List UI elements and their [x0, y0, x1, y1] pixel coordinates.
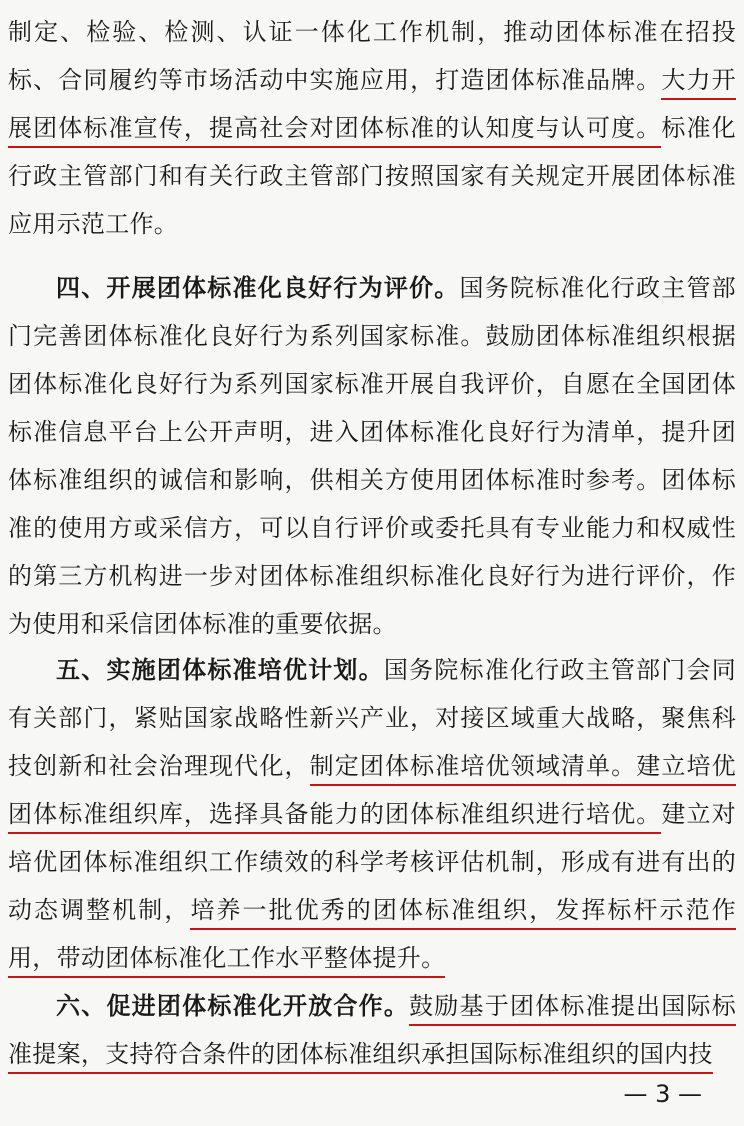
underlined-text: 培养一批优秀的团体标准组织，发挥标杆示范作用，带动团体标准化工作水平整体提升。 [8, 896, 736, 978]
paragraph-text: 标准化行政主管部门和有关行政主管部门按照国家有关规定开展团体标准应用示范工作。 [8, 114, 736, 238]
section-heading: 四、开展团体标准化良好行为评价。 [56, 273, 460, 302]
section-four [8, 264, 736, 648]
section-five [8, 646, 736, 982]
underlined-text: 制定团体标准培优领域清单。建立培优团体标准组织库，选择具备能力的团体标准组织进行培优。 [8, 752, 736, 834]
section-six [8, 982, 736, 1078]
section-heading: 六、促进团体标准化开放合作。 [56, 991, 410, 1020]
underlined-text: 鼓励基于团体标准提出国际标准提案，支持符合条件的团体标准组织承担国际标准组织的国内技 [8, 992, 736, 1074]
paragraph-text: 建立对培优团体标准组织工作绩效的科学考核评估机制，形成有进有出的动态调整机制， [8, 800, 736, 924]
section-heading: 五、实施团体标准培优计划。 [56, 655, 384, 684]
paragraph-text: 国务院标准化行政主管部门完善团体标准化良好行为系列国家标准。鼓励团体标准组织根据团体标准化良好行为系列国家标准开展自我评价，自愿在全国团体标准信息平台上公开声明，进入团体标准化良好行为清单，提升团体标准组织的诚信和影响，供相关方使用团体标准时参考。团体标准的使用方或采信方，可以自行评价或委托具有专业能力和权威性的第三方机构进一步对团体标准组织标准化良好行为进行评价，作为使用和采信团体标准的重要依据。 [8, 274, 736, 638]
underlined-text: 大力开展团体标准宣传，提高社会对团体标准的认知度与认可度。 [8, 66, 736, 148]
page-number: — 3 — [623, 1080, 702, 1108]
paragraph-text: 制定、检验、检测、认证一体化工作机制，推动团体标准在招投标、合同履约等市场活动中实施应用，打造团体标准品牌。 [8, 18, 736, 94]
paragraph-text: 国务院标准化行政主管部门会同有关部门，紧贴国家战略性新兴产业，对接区域重大战略，聚焦科技创新和社会治理现代化， [8, 656, 737, 780]
paragraph-continuation [8, 8, 736, 248]
